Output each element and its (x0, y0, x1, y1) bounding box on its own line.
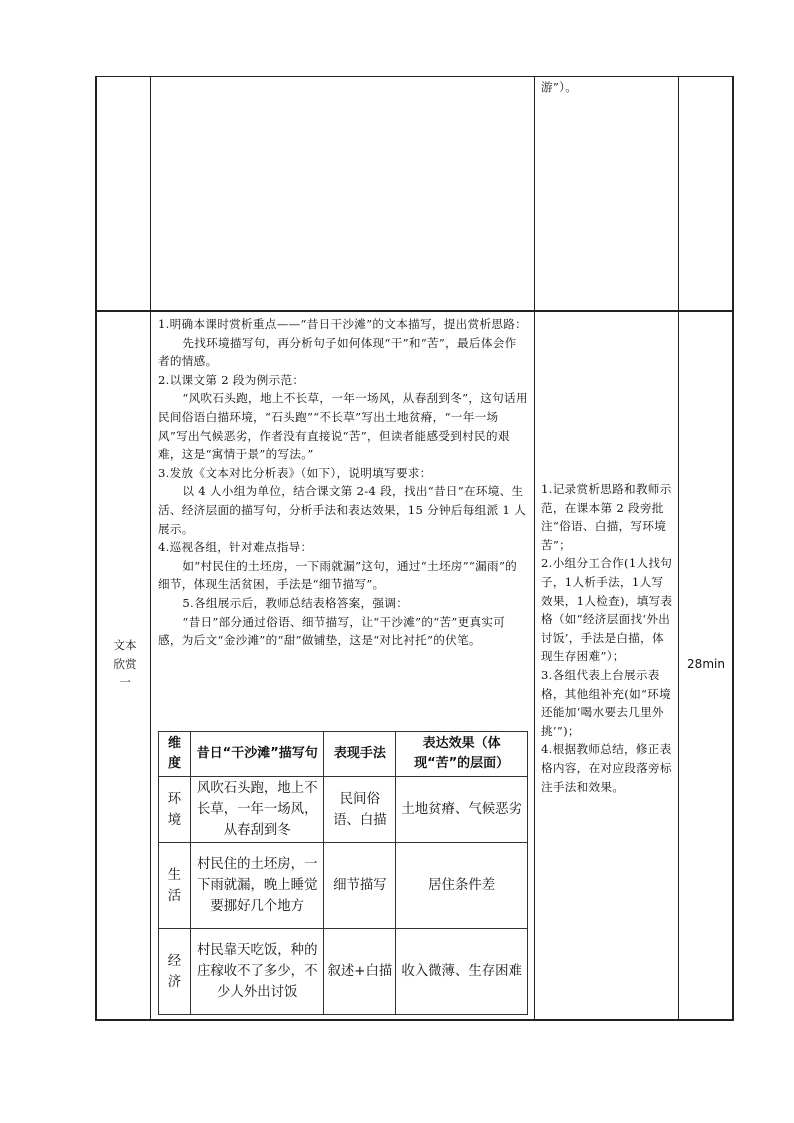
header-technique: 表现手法 (324, 732, 396, 777)
stage-label (100, 636, 150, 692)
previous-row-activity-text: 游”）。 (541, 80, 578, 94)
cell-dimension: 环境 (159, 777, 191, 843)
table-row-divider (95, 310, 734, 312)
stage-label-line2: 欣赏 (113, 656, 137, 671)
table-row (159, 843, 528, 929)
cell-effect: 收入微薄、生存困难 (396, 929, 528, 1015)
cell-effect: 居住条件差 (396, 843, 528, 929)
teacher-step-1-detail: 先找环境描写句，再分析句子如何体现“干”和“苦”，最后体会作者的情感。 (158, 335, 517, 369)
student-step-1: 1.记录赏析思路和教师示范，在课本第 2 段旁批注“俗语、白描，写环境苦”； (541, 482, 672, 552)
teacher-step-4-detail: 如“村民住的土坯房，一下雨就漏”这句，通过“土坯房”“漏雨”的细节，体现生活贫困，手法是“细节描写”。 (158, 558, 518, 592)
table-divider-col1 (150, 76, 151, 1021)
text-comparison-analysis-table (158, 731, 528, 1015)
teacher-step-5-detail: “昔日”部分通过俗语、细节描写，让“干沙滩”的“苦”更真实可感，为后文“金沙滩”的“甜”做铺垫，这是“对比衬托”的伏笔。 (158, 614, 506, 648)
student-step-3: 3.各组代表上台展示表格，其他组补充(如“环境还能加‘喝水要去几里外挑’”)； (541, 667, 671, 738)
stage-label-line3: 一 (119, 675, 131, 690)
table-divider-col2 (534, 76, 535, 1021)
teacher-step-5: 5.各组展示后，教师总结表格答案，强调： (182, 595, 409, 610)
student-step-2: 2.小组分工合作(1人找句子，1人析手法，1人写效果，1人检查)，填写表格（如“经济层面找‘外出讨饭’，手法是白描，体现生存困难”）； (541, 556, 673, 664)
header-effect: 表达效果（体现“苦”的层面） (396, 732, 528, 777)
cell-effect: 土地贫瘠、气候恶劣 (396, 777, 528, 843)
cell-technique: 民间俗语、白描 (324, 777, 396, 843)
student-step-4: 4.根据教师总结，修正表格内容，在对应段落旁标注手法和效果。 (541, 742, 672, 794)
cell-technique: 叙述+白描 (324, 929, 396, 1015)
table-border-top (95, 76, 734, 77)
table-row (159, 929, 528, 1015)
analysis-table-header-row (159, 732, 528, 777)
teacher-step-3: 3.发放《文本对比分析表》（如下），说明填写要求： (158, 465, 432, 480)
stage-label-line1: 文本 (113, 638, 137, 652)
cell-sentence: 村民住的土坯房，一下雨就漏，晚上睡觉要挪好几个地方 (190, 843, 324, 929)
teacher-step-4: 4.巡视各组，针对难点指导： (158, 540, 313, 555)
teacher-step-3-detail: 以 4 人小组为单位，结合课文第 2-4 段，找出“昔日”在环境、生活、经济层面的描写句，分析手法和表达效果，15 分钟后每组派 1 人展示。 (158, 484, 527, 536)
table-border-bottom (95, 1019, 734, 1021)
table-divider-col3 (678, 76, 679, 1021)
teacher-step-2: 2.以课文第 2 段为例示范： (158, 372, 305, 387)
table-border-right (732, 76, 734, 1021)
cell-technique: 细节描写 (324, 843, 396, 929)
header-description-sentence: 昔日“干沙滩”描写句 (190, 732, 324, 777)
cell-sentence: 风吹石头跑，地上不长草，一年一场风，从春刮到冬 (190, 777, 324, 843)
header-dimension: 维度 (159, 732, 191, 777)
table-border-left (95, 76, 97, 1021)
teacher-step-1: 1.明确本课时赏析重点——“昔日干沙滩”的文本描写，提出赏析思路： (158, 317, 528, 331)
cell-dimension: 生活 (159, 843, 191, 929)
teacher-activities (158, 315, 528, 650)
cell-dimension: 经济 (159, 929, 191, 1015)
time-allocation: 28min (687, 657, 725, 671)
student-activities (541, 480, 675, 796)
table-row (159, 777, 528, 843)
teacher-step-2-detail: “风吹石头跑，地上不长草，一年一场风，从春刮到冬”，这句话用民间俗语白描环境，“石头跑”“不长草”写出土地贫瘠，“一年一场风”写出气候恶劣，作者没有直接说“苦”，但读者能感受到村民的艰难，这是“寓情于景”的写法。” (158, 391, 528, 462)
cell-sentence: 村民靠天吃饭，种的庄稼收不了多少，不少人外出讨饭 (190, 929, 324, 1015)
